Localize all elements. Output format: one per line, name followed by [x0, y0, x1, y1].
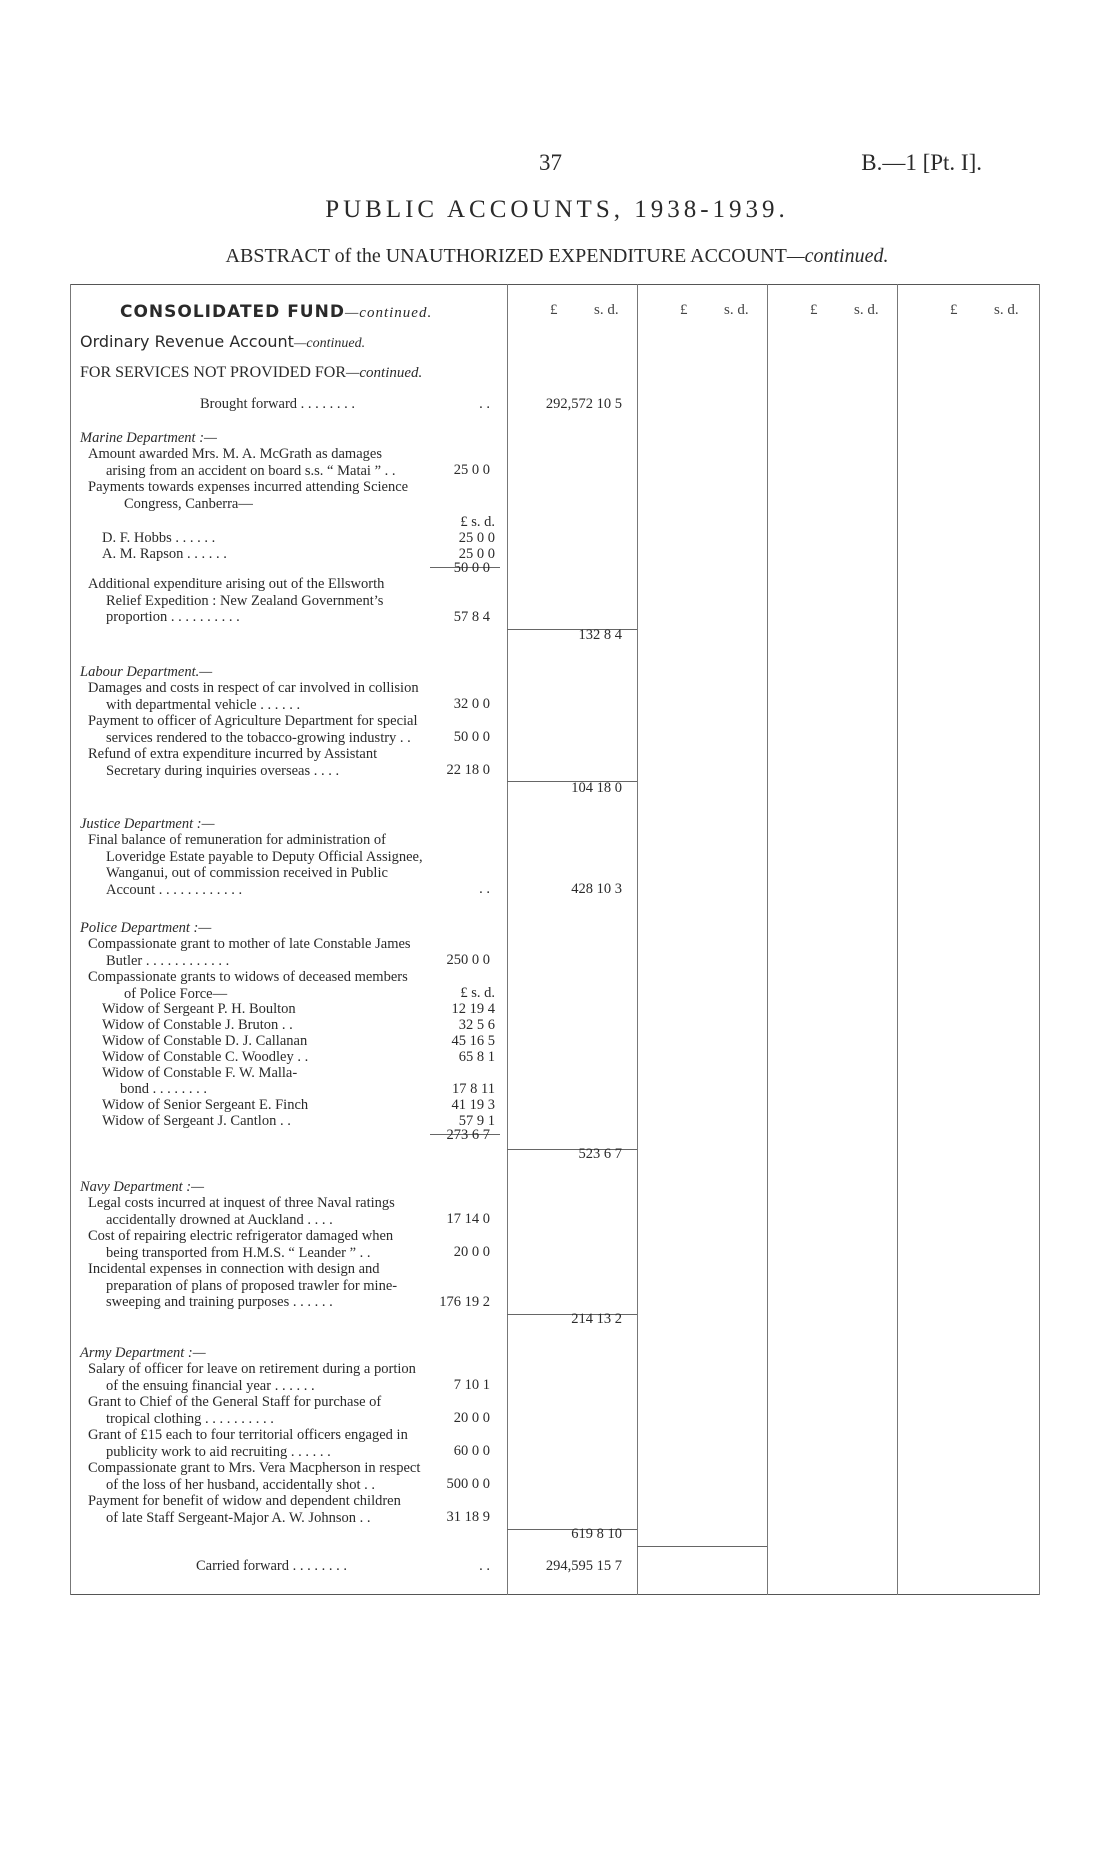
- police-sub-row-8-name: Widow of Sergeant J. Cantlon . .: [102, 1113, 291, 1129]
- marine-item-3: [88, 576, 568, 626]
- army-item-3-line-a: Grant of £15 each to four territorial officers engaged in: [88, 1427, 408, 1443]
- marine-item-2-amount: 50 0 0: [453, 560, 490, 576]
- marine-total: 132 8 4: [578, 627, 622, 643]
- police-total: 523 6 7: [578, 1146, 622, 1162]
- col-divider-2: [637, 284, 638, 1595]
- col4-pound: £: [950, 302, 958, 318]
- army-item-3: [88, 1427, 568, 1460]
- army-item-5-line-b: of late Staff Sergeant-Major A. W. Johnson . .: [106, 1509, 371, 1526]
- marine-item-2: [88, 479, 568, 512]
- top-rule: [70, 284, 1040, 285]
- left-border: [70, 284, 71, 1595]
- army-item-5: [88, 1493, 568, 1526]
- justice-col1: . .: [479, 881, 490, 897]
- police-item-2-line-b: of Police Force—: [124, 985, 228, 1002]
- carried-forward-col1: . .: [479, 1558, 490, 1574]
- navy-item-2-amount: 20 0 0: [453, 1244, 490, 1260]
- police-sub-row-4-name: Widow of Constable C. Woodley . .: [102, 1049, 309, 1065]
- account-heading: [80, 332, 365, 352]
- justice-total: 428 10 3: [571, 881, 622, 897]
- police-sub-row-6-name: bond . . . . . . . .: [120, 1081, 207, 1097]
- subtitle-continued: —continued.: [786, 245, 889, 267]
- navy-title: Navy Department :—: [80, 1179, 205, 1195]
- police-sub-row-5-name: Widow of Constable F. W. Malla-: [102, 1065, 298, 1081]
- army-title: Army Department :—: [80, 1345, 206, 1361]
- labour-item-1-amount: 32 0 0: [453, 696, 490, 712]
- carried-forward-col2: 294,595 15 7: [545, 1558, 622, 1574]
- police-sub-row-6-value: 17 8 11: [452, 1081, 495, 1097]
- paper-reference: B.—1 [Pt. I].: [861, 150, 982, 175]
- army-item-2-line-b: tropical clothing . . . . . . . . . .: [106, 1410, 274, 1427]
- army-item-3-line-b: publicity work to aid recruiting . . . . . .: [106, 1443, 331, 1460]
- navy-item-1: [88, 1195, 568, 1228]
- police-sub-row-7-value: 41 19 3: [451, 1097, 495, 1113]
- police-sub-row-7-name: Widow of Senior Sergeant E. Finch: [102, 1097, 309, 1113]
- carried-forward-rule: [637, 1546, 767, 1547]
- marine-item-1: [88, 446, 568, 479]
- bottom-rule: [70, 1594, 1040, 1595]
- navy-item-3-amount: 176 19 2: [439, 1294, 490, 1310]
- col-divider-3: [767, 284, 768, 1595]
- subtitle-main: ABSTRACT of the UNAUTHORIZED EXPENDITURE ACCOUNT: [225, 245, 787, 267]
- navy-item-1-line-a: Legal costs incurred at inquest of three Naval ratings: [88, 1195, 395, 1211]
- navy-total: 214 13 2: [571, 1311, 622, 1327]
- police-item-2-amount: 273 6 7: [446, 1127, 490, 1143]
- labour-item-1-line-a: Damages and costs in respect of car involved in collision: [88, 680, 419, 696]
- justice-item-1-line-d: Account . . . . . . . . . . . .: [106, 881, 243, 898]
- labour-total: 104 18 0: [571, 780, 622, 796]
- marine-item-1-amount: 25 0 0: [453, 462, 490, 478]
- labour-item-3-line-b: Secretary during inquiries overseas . . . .: [106, 762, 340, 779]
- services-continued: —continued.: [346, 365, 423, 381]
- labour-item-2-line-b: services rendered to the tobacco-growing industry . .: [106, 729, 411, 746]
- army-item-1-amount: 7 10 1: [453, 1377, 490, 1393]
- brought-forward-col1: . .: [479, 396, 490, 412]
- justice-item-1-line-a: Final balance of remuneration for administration of: [88, 832, 386, 848]
- labour-item-2-amount: 50 0 0: [453, 729, 490, 745]
- marine-item-3-line-c: proportion . . . . . . . . . .: [106, 609, 240, 625]
- fund-continued: —continued.: [344, 305, 433, 321]
- labour-item-2: [88, 713, 568, 746]
- col4-sd: s. d.: [994, 302, 1019, 318]
- labour-item-3-amount: 22 18 0: [446, 762, 490, 778]
- brought-forward-label: Brought forward . . . . . . . .: [200, 396, 356, 412]
- col3-pound: £: [810, 302, 818, 318]
- army-item-4-line-a: Compassionate grant to Mrs. Vera Macpherson in respect: [88, 1460, 421, 1476]
- army-item-1-line-b: of the ensuing financial year . . . . . .: [106, 1377, 315, 1394]
- labour-title: Labour Department.—: [80, 664, 213, 680]
- police-sub-header: £ s. d.: [460, 985, 495, 1001]
- labour-item-3: [88, 746, 568, 779]
- navy-item-1-line-b: accidentally drowned at Auckland . . . .: [106, 1211, 333, 1228]
- police-title: Police Department :—: [80, 920, 212, 936]
- carried-forward-label: Carried forward . . . . . . . .: [196, 1558, 347, 1574]
- labour-item-3-line-a: Refund of extra expenditure incurred by Assistant: [88, 746, 378, 762]
- navy-item-1-amount: 17 14 0: [446, 1211, 490, 1227]
- marine-title: Marine Department :—: [80, 430, 217, 446]
- services-heading: [80, 364, 422, 382]
- police-item-1-amount: 250 0 0: [446, 952, 490, 968]
- fund-name: CONSOLIDATED FUND: [120, 302, 345, 322]
- army-total: 619 8 10: [571, 1526, 622, 1542]
- army-item-4: [88, 1460, 568, 1493]
- police-sub-row-3-value: 45 16 5: [451, 1033, 495, 1049]
- account-name: Ordinary Revenue Account: [80, 332, 294, 351]
- marine-sub-row-2-value: 25 0 0: [458, 546, 495, 562]
- marine-item-1-line-b: arising from an accident on board s.s. “ Matai ” . .: [106, 462, 396, 479]
- police-sub-row-2-name: Widow of Constable J. Bruton . .: [102, 1017, 293, 1033]
- police-sub-row-1-name: Widow of Sergeant P. H. Boulton: [102, 1001, 296, 1017]
- page-title: PUBLIC ACCOUNTS, 1938-1939.: [325, 196, 789, 223]
- police-item-2: [88, 969, 568, 1002]
- labour-item-1: [88, 680, 568, 713]
- justice-item-1-line-c: Wanganui, out of commission received in Public: [106, 865, 388, 881]
- army-item-2: [88, 1394, 568, 1427]
- police-item-1-line-b: Butler . . . . . . . . . . . .: [106, 952, 230, 969]
- ledger-table: [70, 284, 1040, 1595]
- police-sub-row-1-value: 12 19 4: [451, 1001, 495, 1017]
- marine-sub-row-1-value: 25 0 0: [458, 530, 495, 546]
- police-sub-row-4-value: 65 8 1: [458, 1049, 495, 1065]
- marine-item-3-amount: 57 8 4: [453, 609, 490, 625]
- marine-item-3-line-b: Relief Expedition : New Zealand Government’s: [106, 592, 384, 609]
- army-item-1-line-a: Salary of officer for leave on retirement during a portion: [88, 1361, 416, 1377]
- marine-item-1-line-a: Amount awarded Mrs. M. A. McGrath as damages: [88, 446, 382, 462]
- col3-sd: s. d.: [854, 302, 879, 318]
- police-sub-row-3-name: Widow of Constable D. J. Callanan: [102, 1033, 308, 1049]
- page-number: 37: [539, 150, 562, 175]
- col-divider-4: [897, 284, 898, 1595]
- army-item-1: [88, 1361, 568, 1394]
- col1-pound: £: [550, 302, 558, 318]
- army-item-5-amount: 31 18 9: [446, 1509, 490, 1525]
- navy-item-3: [88, 1261, 568, 1311]
- army-item-4-line-b: of the loss of her husband, accidentally shot . .: [106, 1476, 375, 1493]
- navy-item-3-line-b: preparation of plans of proposed trawler for mine-: [106, 1277, 398, 1294]
- page-subtitle: [0, 245, 1114, 268]
- col2-sd: s. d.: [724, 302, 749, 318]
- brought-forward-col2: 292,572 10 5: [545, 396, 622, 412]
- marine-sub-row-2-name: A. M. Rapson . . . . . .: [102, 546, 227, 562]
- justice-item-1-line-b: Loveridge Estate payable to Deputy Official Assignee,: [106, 848, 423, 865]
- right-border: [1039, 284, 1040, 1595]
- police-sub-row-8-value: 57 9 1: [458, 1113, 495, 1129]
- justice-item-1: [88, 832, 568, 898]
- marine-item-2-line-b: Congress, Canberra—: [124, 495, 253, 512]
- fund-heading: [120, 302, 432, 322]
- marine-sub-row-1-name: D. F. Hobbs . . . . . .: [102, 530, 216, 546]
- col1-sd: s. d.: [594, 302, 619, 318]
- navy-item-3-line-a: Incidental expenses in connection with design and: [88, 1261, 380, 1277]
- navy-item-3-line-c: sweeping and training purposes . . . . . .: [106, 1294, 333, 1310]
- justice-title: Justice Department :—: [80, 816, 215, 832]
- navy-item-2: [88, 1228, 568, 1261]
- services-name: FOR SERVICES NOT PROVIDED FOR: [80, 364, 347, 381]
- col2-pound: £: [680, 302, 688, 318]
- labour-item-2-line-a: Payment to officer of Agriculture Department for special: [88, 713, 418, 729]
- police-sub-row-2-value: 32 5 6: [458, 1017, 495, 1033]
- police-item-1-line-a: Compassionate grant to mother of late Constable James: [88, 936, 411, 952]
- police-item-2-line-a: Compassionate grants to widows of deceased members: [88, 969, 408, 985]
- marine-item-3-line-a: Additional expenditure arising out of the Ellsworth: [88, 576, 385, 592]
- army-item-5-line-a: Payment for benefit of widow and dependent children: [88, 1493, 401, 1509]
- army-item-3-amount: 60 0 0: [453, 1443, 490, 1459]
- account-continued: —continued.: [293, 336, 366, 351]
- marine-item-2-line-a: Payments towards expenses incurred attending Science: [88, 479, 409, 495]
- labour-item-1-line-b: with departmental vehicle . . . . . .: [106, 696, 301, 713]
- army-item-2-amount: 20 0 0: [453, 1410, 490, 1426]
- navy-item-2-line-a: Cost of repairing electric refrigerator damaged when: [88, 1228, 394, 1244]
- marine-sub-header: £ s. d.: [460, 514, 495, 530]
- army-item-4-amount: 500 0 0: [446, 1476, 490, 1492]
- army-item-2-line-a: Grant to Chief of the General Staff for purchase of: [88, 1394, 382, 1410]
- navy-item-2-line-b: being transported from H.M.S. “ Leander ” . .: [106, 1244, 371, 1261]
- police-item-1: [88, 936, 568, 969]
